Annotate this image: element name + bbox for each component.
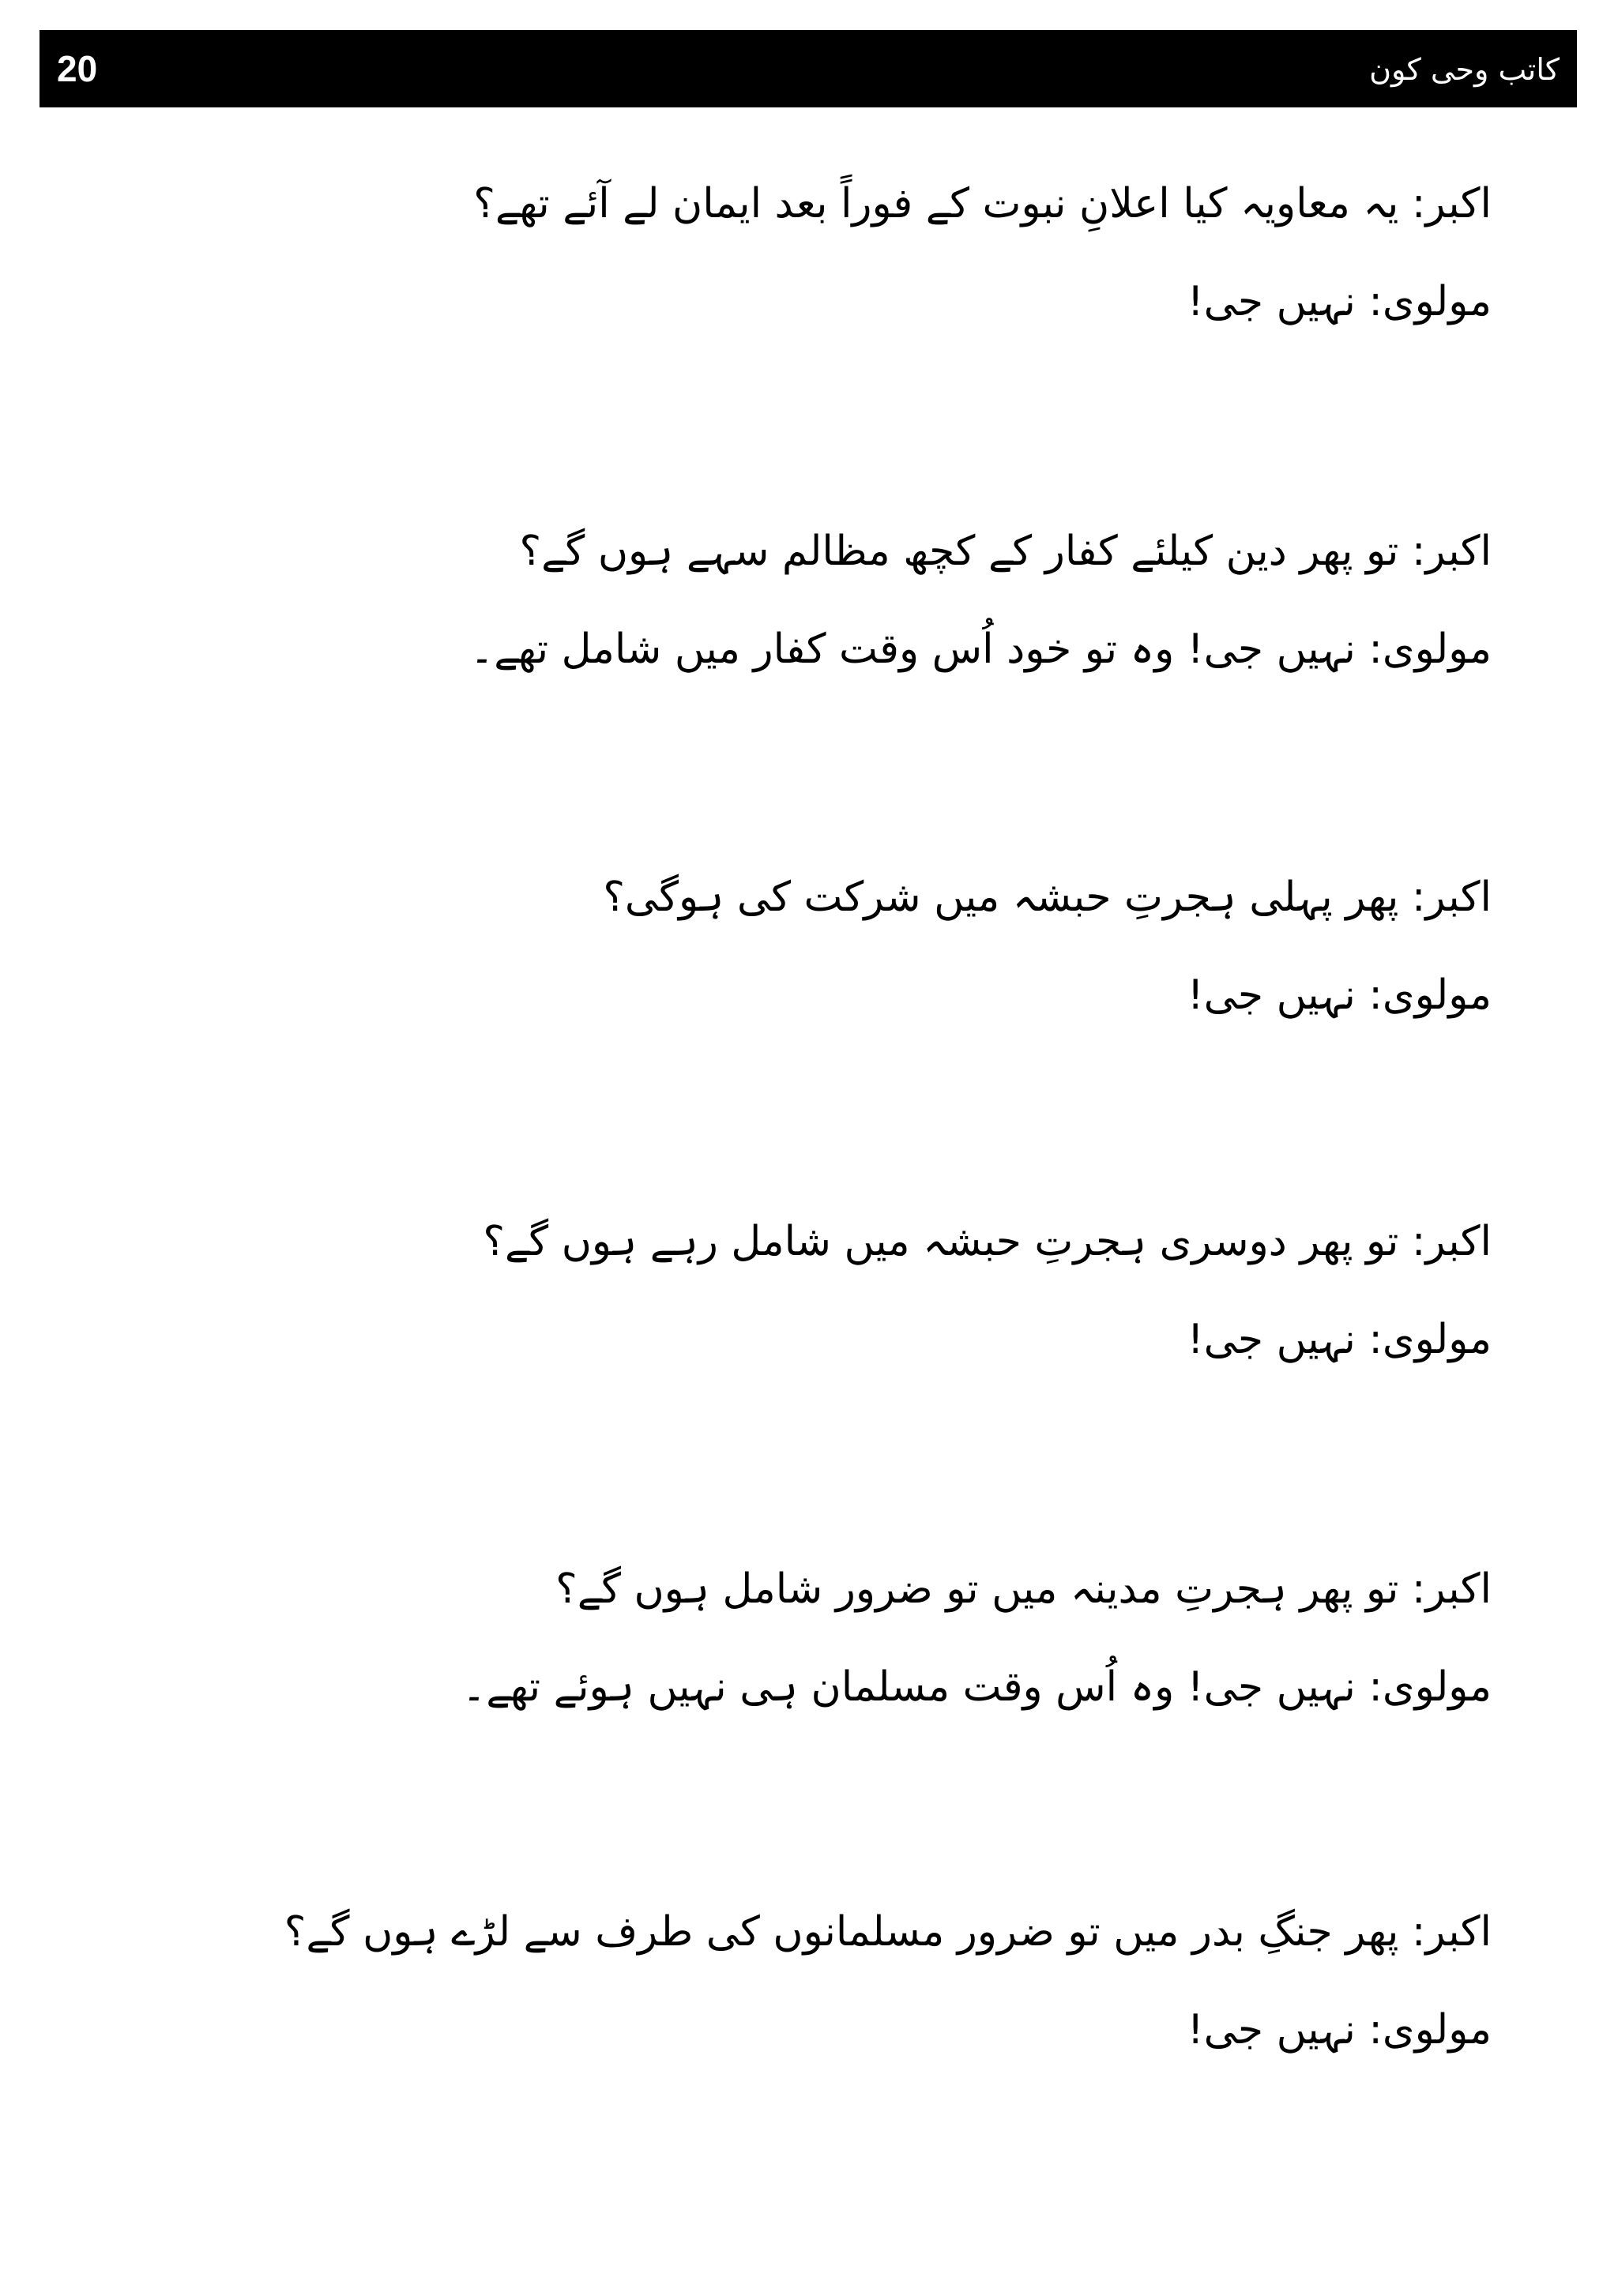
dialogue-block-5 [188,1561,1492,1715]
question-text: اکبر: پھر پہلی ہجرتِ حبشہ میں شرکت کی ہوگی؟ [603,874,1492,921]
answer-text: مولوی: نہیں جی! [1187,1316,1492,1363]
dialogue-block-4 [188,1213,1492,1368]
question-text: اکبر: تو پھر دوسری ہجرتِ حبشہ میں شامل رہے ہوں گے؟ [483,1218,1492,1265]
dialogue-block-3 [188,869,1492,1024]
book-title: کاتب وحی کون [1369,52,1560,87]
dialogue-block-2 [188,523,1492,678]
question-text: اکبر: پھر جنگِ بدر میں تو ضرور مسلمانوں کی طرف سے لڑے ہوں گے؟ [284,1908,1492,1956]
page-number: 20 [57,48,98,89]
question-text: اکبر: یہ معاویہ کیا اعلانِ نبوت کے فوراً بعد ایمان لے آئے تھے؟ [473,180,1492,227]
question-text: اکبر: تو پھر ہجرتِ مدینہ میں تو ضرور شامل ہوں گے؟ [555,1565,1492,1613]
question-text: اکبر: تو پھر دین کیلئے کفار کے کچھ مظالم سہے ہوں گے؟ [519,528,1492,575]
answer-text: مولوی: نہیں جی! [1187,2006,1492,2054]
dialogue-block-1 [188,175,1492,330]
answer-text: مولوی: نہیں جی! [1187,971,1492,1019]
answer-text: مولوی: نہیں جی! وہ اُس وقت مسلمان ہی نہیں ہوئے تھے۔ [461,1663,1492,1711]
dialogue-block-6 [188,1903,1492,2058]
answer-text: مولوی: نہیں جی! وہ تو خود اُس وقت کفار میں شامل تھے۔ [469,626,1492,673]
header-bar [40,30,1577,107]
answer-text: مولوی: نہیں جی! [1187,278,1492,325]
